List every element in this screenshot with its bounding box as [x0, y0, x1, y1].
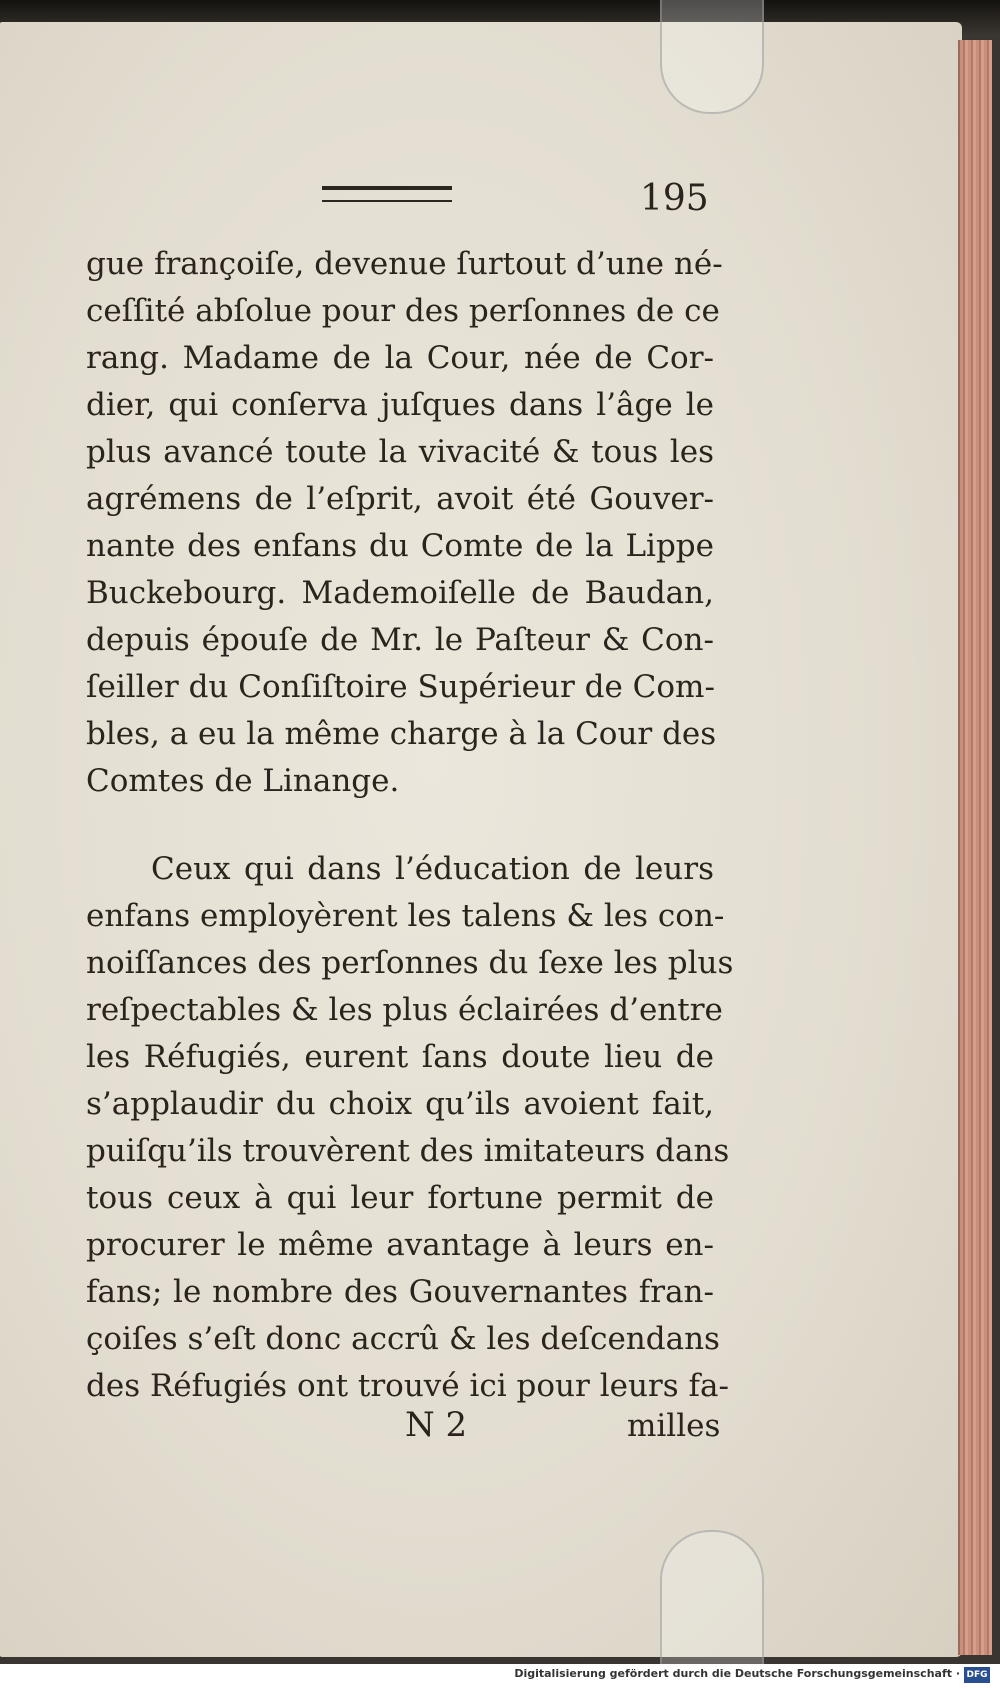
- text-line: agrémens de l’eſprit, avoit été Gouver-: [86, 481, 714, 517]
- text-line: s’applaudir du choix qu’ils avoient fait,: [86, 1086, 714, 1122]
- text-line: Ceux qui dans l’éducation de leurs: [151, 851, 714, 887]
- catchword: milles: [627, 1408, 721, 1444]
- text-line: noiſſances des perſonnes du ſexe les plus: [86, 945, 734, 981]
- page-clip-top: [660, 0, 764, 114]
- text-line: nante des enfans du Comte de la Lippe: [86, 528, 714, 564]
- book-edge: [958, 40, 992, 1655]
- page-number: 195: [640, 178, 709, 219]
- text-line: çoiſes s’eſt donc accrû & les deſcendans: [86, 1321, 720, 1357]
- text-line: enfans employèrent les talens & les con-: [86, 898, 725, 934]
- text-line: les Réfugiés, eurent ſans doute lieu de: [86, 1039, 714, 1075]
- paragraph-1: [86, 241, 723, 805]
- header-rule: [322, 186, 452, 202]
- text-line: fans; le nombre des Gouvernantes fran-: [86, 1274, 714, 1310]
- text-line: des Réfugiés ont trouvé ici pour leurs fa-: [86, 1368, 729, 1404]
- text-line: rang. Madame de la Cour, née de Cor-: [86, 340, 714, 376]
- text-line: depuis épouſe de Mr. le Paſteur & Con-: [86, 622, 714, 658]
- text-line: bles, a eu la même charge à la Cour des: [86, 716, 717, 752]
- text-line: ceſſité abſolue pour des perſonnes de ce: [86, 293, 720, 329]
- paragraph-2: [86, 846, 734, 1410]
- text-line: puiſqu’ils trouvèrent des imitateurs dans: [86, 1133, 730, 1169]
- text-line: procurer le même avantage à leurs en-: [86, 1227, 714, 1263]
- text-line: Comtes de Linange.: [86, 763, 400, 799]
- text-line: gue françoiſe, devenue ſurtout d’une né-: [86, 246, 723, 282]
- text-line: Buckebourg. Mademoiſelle de Baudan,: [86, 575, 714, 611]
- text-line: dier, qui conſerva juſques dans l’âge le: [86, 387, 714, 423]
- footer-credit: Digitalisierung gefördert durch die Deutsche Forschungsgemeinschaft ·: [514, 1667, 960, 1680]
- text-line: plus avancé toute la vivacité & tous les: [86, 434, 714, 470]
- text-line: reſpectables & les plus éclairées d’entre: [86, 992, 723, 1028]
- text-line: tous ceux à qui leur fortune permit de: [86, 1180, 714, 1216]
- dfg-logo: DFG: [964, 1667, 990, 1683]
- text-line: ſeiller du Conſiſtoire Supérieur de Com-: [86, 669, 715, 705]
- signature-mark: N 2: [405, 1405, 468, 1445]
- page-clip-bottom: [660, 1530, 764, 1672]
